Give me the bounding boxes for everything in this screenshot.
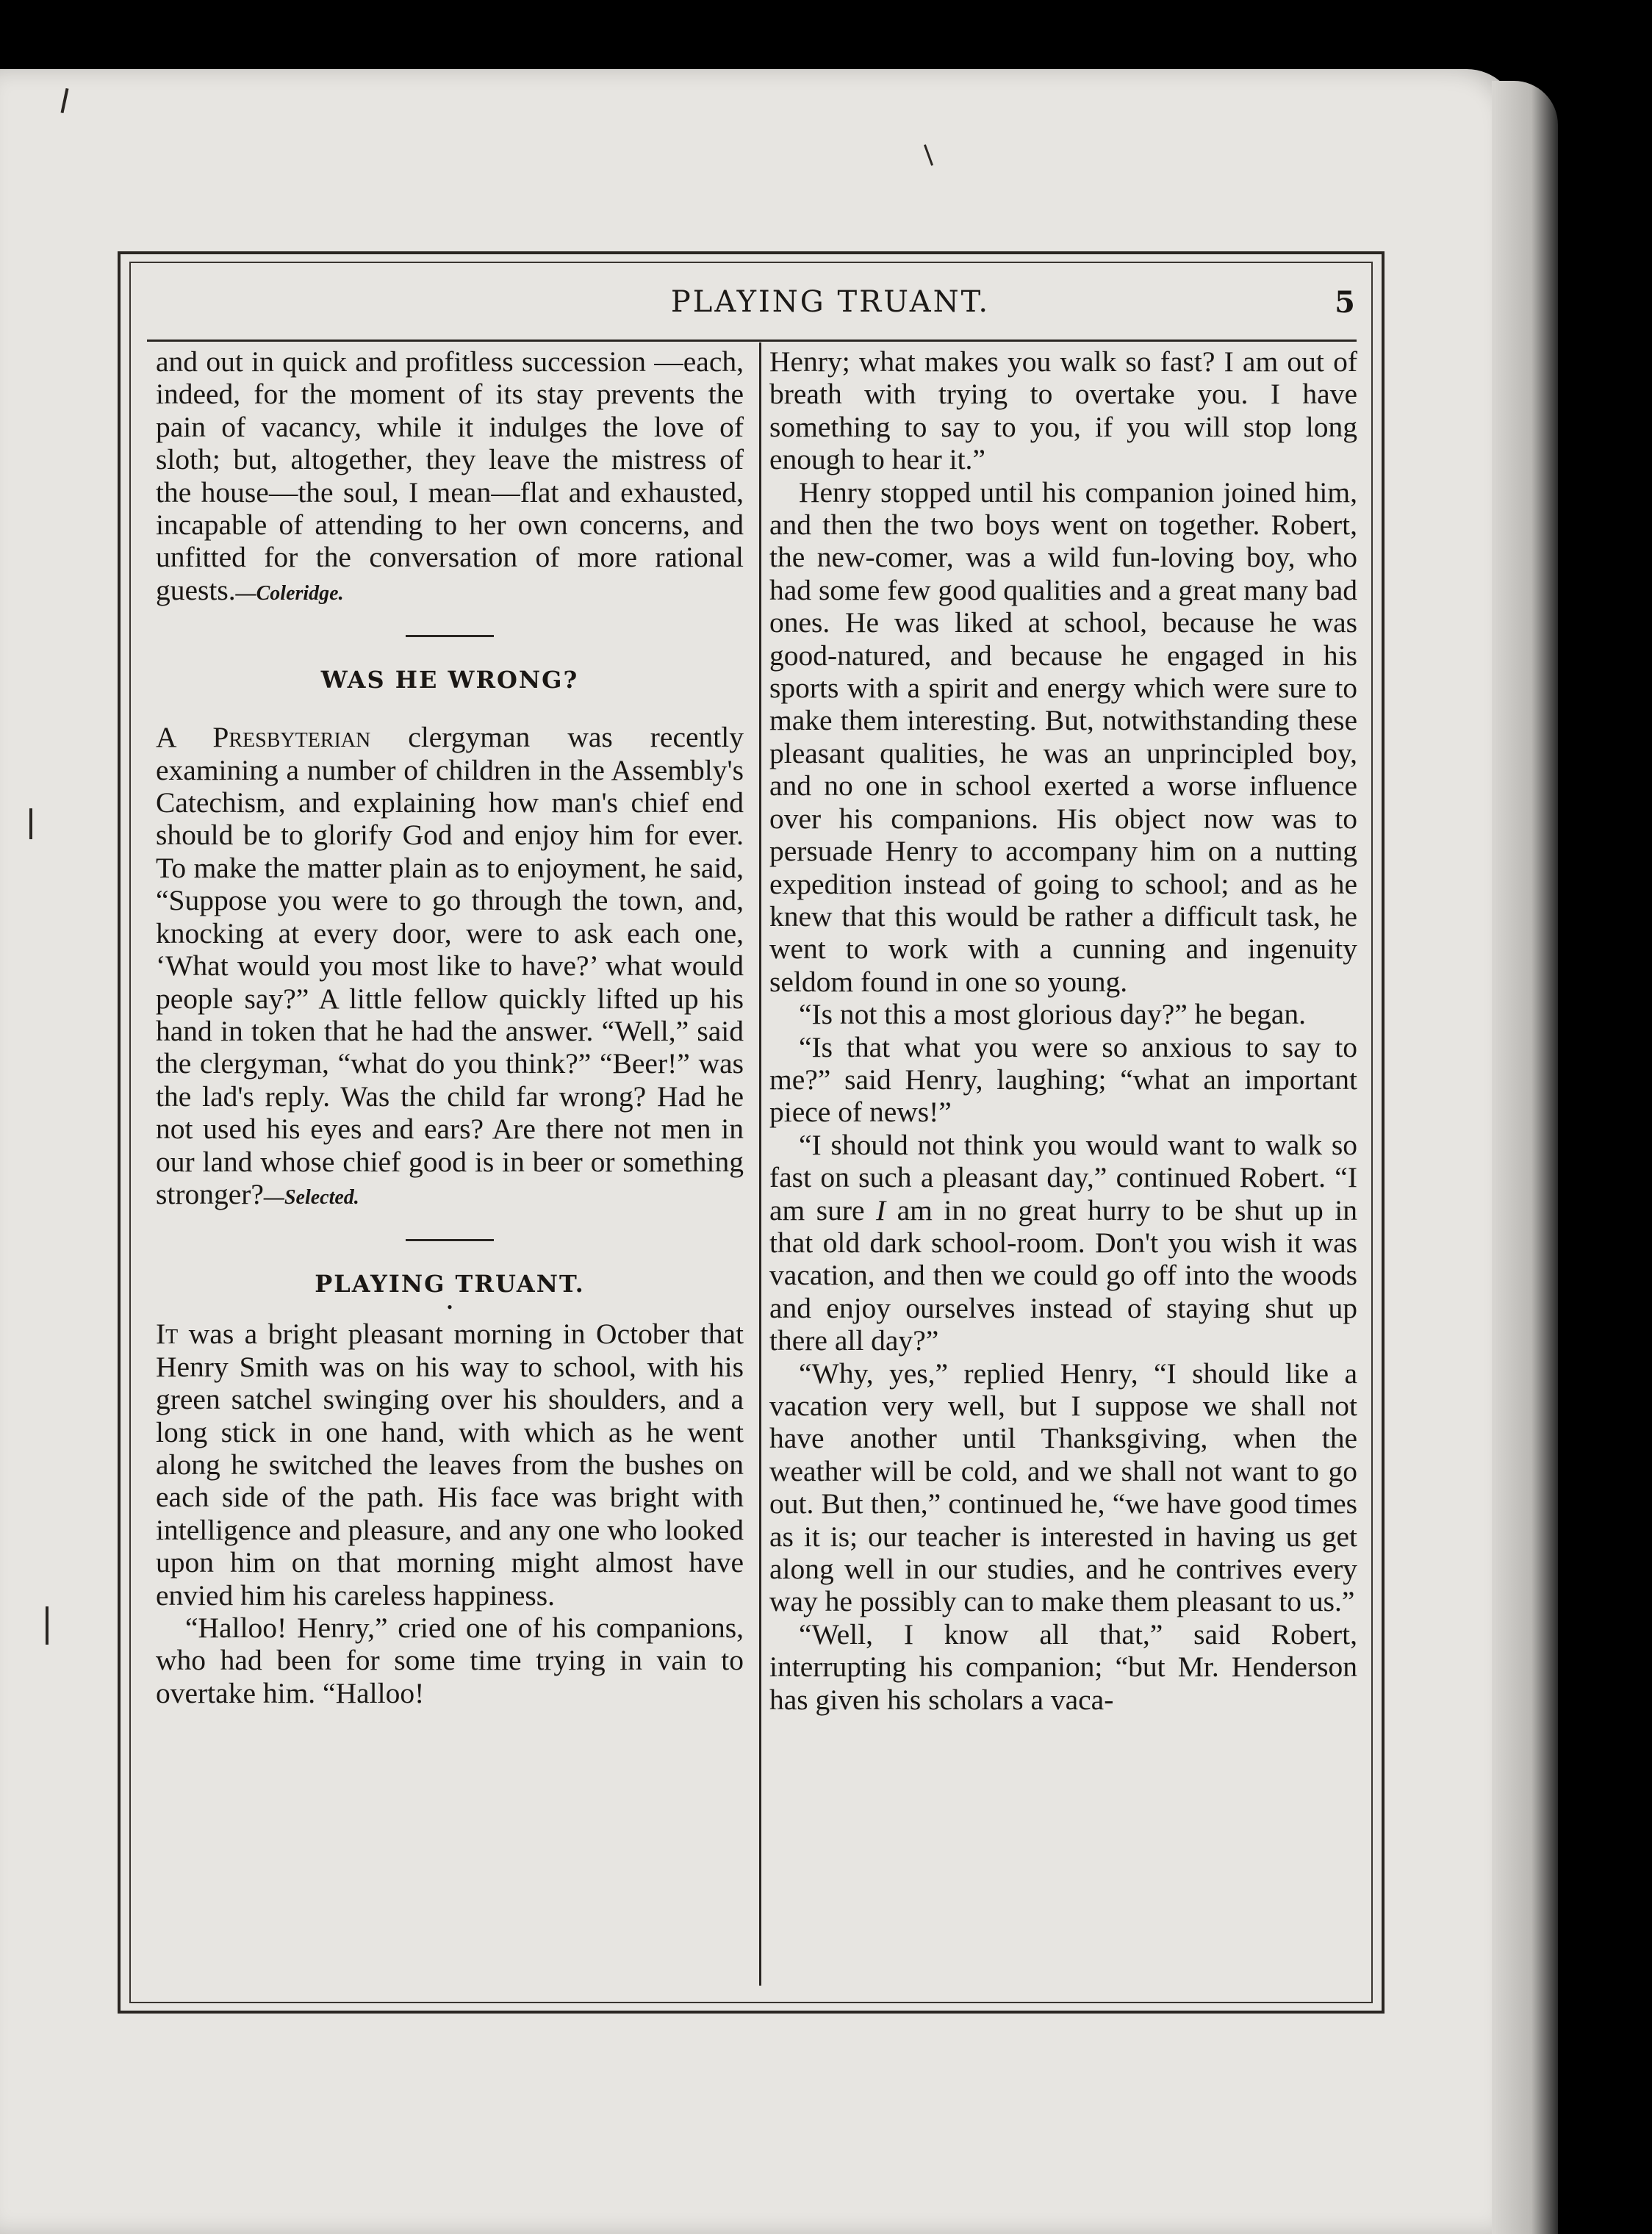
- article1-attribution: —Selected.: [263, 1185, 359, 1209]
- stray-mark: [29, 808, 32, 839]
- right-paragraph-6: “Why, yes,” replied Henry, “I should like a vacation very well, but I suppose we shall not have another until Thanksgiving, when the weather will be cold, and we shall not want to go out. But then,” continued he, “we have good times as it is; our teacher is interested in having us get along well in our studies, and he contrives every way he possibly can to make them pleasant to us.”: [769, 1357, 1357, 1618]
- right-paragraph-3: “Is not this a most glorious day?” he began.: [799, 998, 1306, 1031]
- header-rule: [147, 340, 1357, 342]
- heading-ornament: •: [447, 1298, 453, 1317]
- article2-p1: was a bright pleasant morning in October that Henry Smith was on his way to school, with his green satchel swinging over his shoulders, and a long stick in one hand, with which as he went along he switched the leaves from the bushes on each side of the path. His face was bright with intelligence and pleasure, and any one who looked upon him on that morning might almost have envied him his careless happiness.: [156, 1318, 744, 1612]
- running-head: [147, 282, 1360, 326]
- section-separator: [406, 635, 494, 637]
- continuation-attribution: —Coleridge.: [235, 581, 344, 605]
- article1-lead: A Presbyterian: [156, 721, 371, 754]
- section-separator: [406, 1239, 494, 1241]
- p5-part-b: am in no great hurry to be shut up in that old dark school-room. Don't you wish it was vacation, and then we could go off into the woods and enjoy ourselves instead of staying shut up there all day?”: [769, 1193, 1357, 1357]
- running-title: PLAYING TRUANT.: [670, 285, 991, 319]
- column-rule: [759, 342, 761, 1986]
- continuation-text: and out in quick and profitless succession —each, indeed, for the moment of its stay prevents the pain of vacancy, while it indulges the love of sloth; but, altogether, they leave the mistress of the house—the soul, I mean—flat and exhausted, incapable of attending to her own concerns, and unfitted for the conversation of more rational guests.: [156, 345, 744, 606]
- right-paragraph-2: Henry stopped until his companion joined him, and then the two boys went on together. Robert, the new-comer, was a wild fun-loving boy, who had some few good qualities and a great many bad ones. He was liked at school, because he was good-natured, and because he engaged in his sports with a spirit and energy which were sure to make them interesting. But, notwithstanding these pleasant qualities, he was an unprincipled boy, and no one in school exerted a worse influence over his companions. His object now was to persuade Henry to accompany him on a nutting expedition instead of going to school; and as he knew that this would be rather a difficult task, he went to work with a cunning and ingenuity seldom found in one so young.: [769, 475, 1357, 998]
- page-edge: [1492, 81, 1558, 2234]
- article2-paragraph-1: [156, 1318, 744, 1612]
- stray-mark: [46, 1606, 49, 1645]
- p5-part-a: “I should not think you would want to walk so fast on such a pleasant day,” continued Robert. “I am sure: [769, 1128, 1357, 1226]
- page-number: 5: [1335, 285, 1355, 320]
- article2-paragraph-2: “Halloo! Henry,” cried one of his companions, who had been for some time trying in vain to overtake him. “Halloo!: [156, 1612, 744, 1709]
- right-paragraph-7: “Well, I know all that,” said Robert, interrupting his companion; “but Mr. Henderson has given his scholars a vaca-: [769, 1617, 1357, 1716]
- article-heading-was-he-wrong: WAS HE WRONG?: [320, 666, 579, 694]
- article-heading-playing-truant: PLAYING TRUANT.: [315, 1270, 585, 1299]
- right-paragraph-5: [769, 1129, 1357, 1357]
- article2-lead: It: [156, 1318, 179, 1351]
- left-column: [156, 345, 744, 1709]
- right-paragraph-1: Henry; what makes you walk so fast? I am out of breath with trying to overtake you. I have something to say to you, if you will stop long enough to hear it.”: [769, 345, 1357, 476]
- right-column: [769, 345, 1357, 1716]
- p5-italic: I: [876, 1193, 886, 1226]
- article1-paragraph: [156, 721, 744, 1214]
- right-paragraph-4: “Is that what you were so anxious to say to me?” said Henry, laughing; “what an important piece of news!”: [769, 1030, 1357, 1129]
- continuation-paragraph: [156, 345, 744, 610]
- article1-body: clergyman was recently examining a number of children in the Assembly's Catechism, and explaining how man's chief end should be to glorify God and enjoy him for ever. To make the matter plain as to enjoyment, he said, “Suppose you were to go through the town, and, knocking at every door, were to ask each one, ‘What would you most like to have?’ what would people say?” A little fellow quickly lifted up his hand in token that he had the answer. “Well,” said the clergyman, “what do you think?” “Beer!” was the lad's reply. Was the child far wrong? Had he not used his eyes and ears? Are there not men in our land whose chief good is in beer or something stronger?: [156, 721, 744, 1210]
